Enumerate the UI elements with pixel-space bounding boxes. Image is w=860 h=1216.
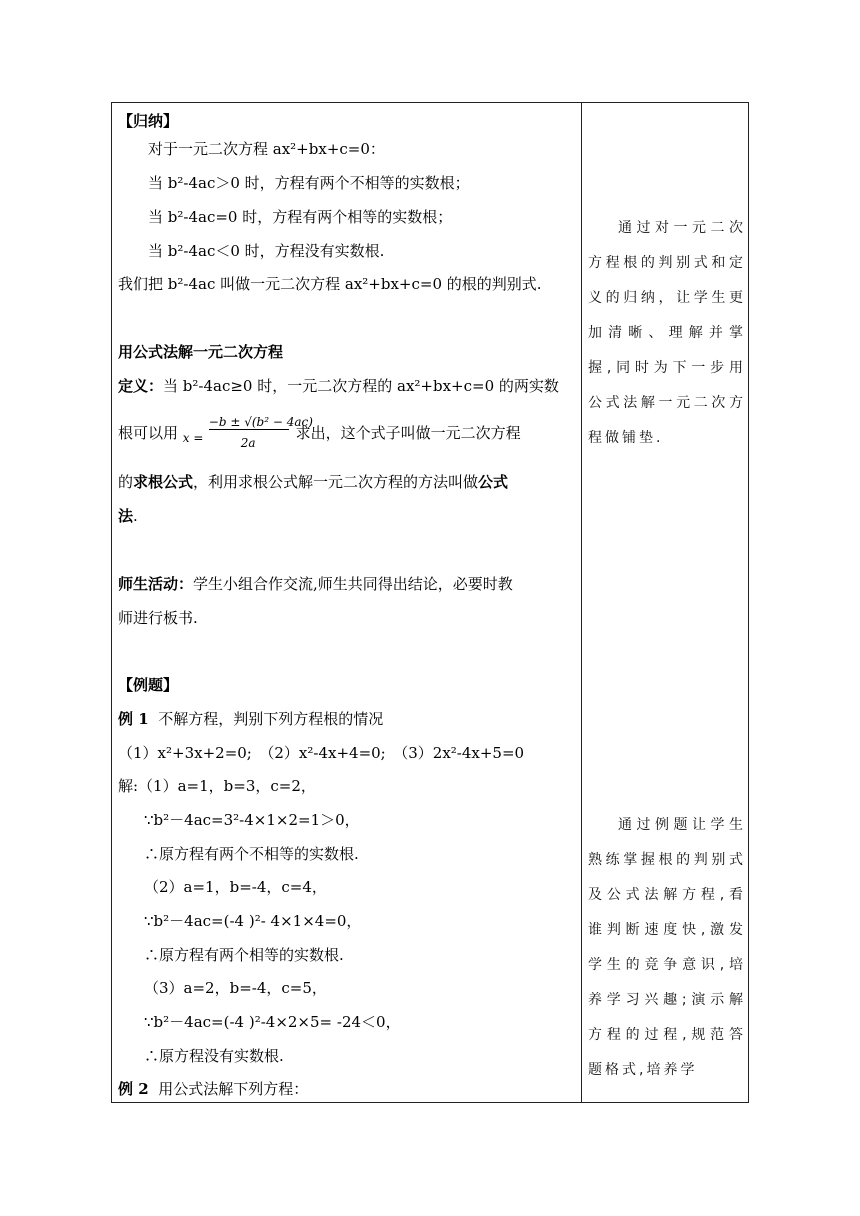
solution-line-2: ∵b²－4ac=3²-4×1×2=1＞0，: [144, 811, 360, 829]
induction-case1: 当 b²-4ac＞0 时，方程有两个不相等的实数根；: [148, 174, 470, 192]
definition-line2: [118, 416, 521, 460]
solution-line-7: （3）a=2，b=-4，c=5，: [144, 979, 327, 997]
lesson-table: [111, 102, 749, 1103]
example1-label: 例 1: [118, 710, 149, 728]
quadratic-formula: [182, 415, 313, 452]
definition-bold-method: 公式: [478, 473, 509, 491]
definition-text2a: 根可以用: [118, 424, 179, 442]
definition-line4: [118, 504, 138, 528]
example2-text: 用公式法解下列方程：: [158, 1080, 309, 1098]
example2-title: [118, 1077, 308, 1101]
induction-case2: 当 b²-4ac=0 时，方程有两个相等的实数根；: [148, 208, 453, 226]
solution-line-6: ∴原方程有两个相等的实数根.: [144, 946, 344, 964]
teaching-note-1-text: 通过对一元二次方程根的判别式和定义的归纳，让学生更加清晰、理解并掌握,同时为下一步用公式法解一元二次方程做铺垫.: [588, 220, 746, 446]
teaching-note-1: [588, 211, 746, 456]
formula-x: x =: [182, 431, 204, 445]
induction-intro: 对于一元二次方程 ax²+bx+c=0：: [148, 140, 385, 158]
example1-equations: （1）x²+3x+2=0; （2）x²-4x+4=0; （3）2x²-4x+5=0: [118, 744, 525, 762]
definition-text1: 当 b²-4ac≥0 时，一元二次方程的 ax²+bx+c=0 的两实数: [163, 377, 559, 395]
definition-line3: [118, 470, 508, 494]
definition-period: .: [133, 507, 138, 525]
activity-line1: [118, 572, 513, 596]
example2-label: 例 2: [118, 1080, 149, 1098]
definition-text3a: 的: [118, 473, 134, 491]
definition-bold-formula: 求根公式: [133, 473, 194, 491]
induction-heading: 【归纳】: [118, 112, 179, 130]
example1-title: [118, 707, 383, 731]
activity-label: 师生活动：: [118, 575, 194, 593]
example1-text: 不解方程，判别下列方程根的情况: [158, 710, 384, 728]
solution-line-9: ∴原方程没有实数根.: [144, 1047, 284, 1065]
teaching-note-2: [588, 808, 746, 1088]
definition-bold-method-end: 法: [118, 507, 134, 525]
solution-line-8: ∵b²－4ac=(-4 )²-4×2×5= -24＜0，: [144, 1013, 401, 1031]
definition-label: 定义：: [118, 377, 164, 395]
solution-line-3: ∴原方程有两个不相等的实数根.: [144, 845, 359, 863]
definition-text3b: ，利用求根公式解一元二次方程的方法叫做: [193, 473, 479, 491]
activity-line2: 师进行板书.: [118, 609, 198, 627]
solution-line-1: 解:（1）a=1，b=3，c=2，: [118, 777, 316, 795]
definition-line1: [118, 374, 559, 398]
formula-heading: 用公式法解一元二次方程: [118, 343, 284, 361]
examples-heading: 【例题】: [118, 676, 179, 694]
solution-line-5: ∵b²－4ac=(-4 )²- 4×1×4=0，: [144, 912, 362, 930]
induction-summary: 我们把 b²-4ac 叫做一元二次方程 ax²+bx+c=0 的根的判别式.: [118, 275, 542, 293]
activity-text1: 学生小组合作交流,师生共同得出结论，必要时教: [193, 575, 513, 593]
formula-numerator: −b ± √(b² − 4ac): [208, 415, 313, 429]
formula-bar: [209, 429, 289, 430]
column-divider: [581, 103, 582, 1102]
definition-text2b: 求出，这个式子叫做一元二次方程: [295, 424, 521, 442]
formula-denominator: 2a: [240, 436, 256, 450]
teaching-note-2-text: 通过例题让学生熟练掌握根的判别式及公式法解方程,看谁判断速度快,激发学生的竞争意识,培养学习兴趣;演示解方程的过程,规范答题格式,培养学: [588, 817, 746, 1078]
induction-case3: 当 b²-4ac＜0 时，方程没有实数根.: [148, 242, 385, 260]
solution-line-4: （2）a=1，b=-4，c=4，: [144, 878, 327, 896]
